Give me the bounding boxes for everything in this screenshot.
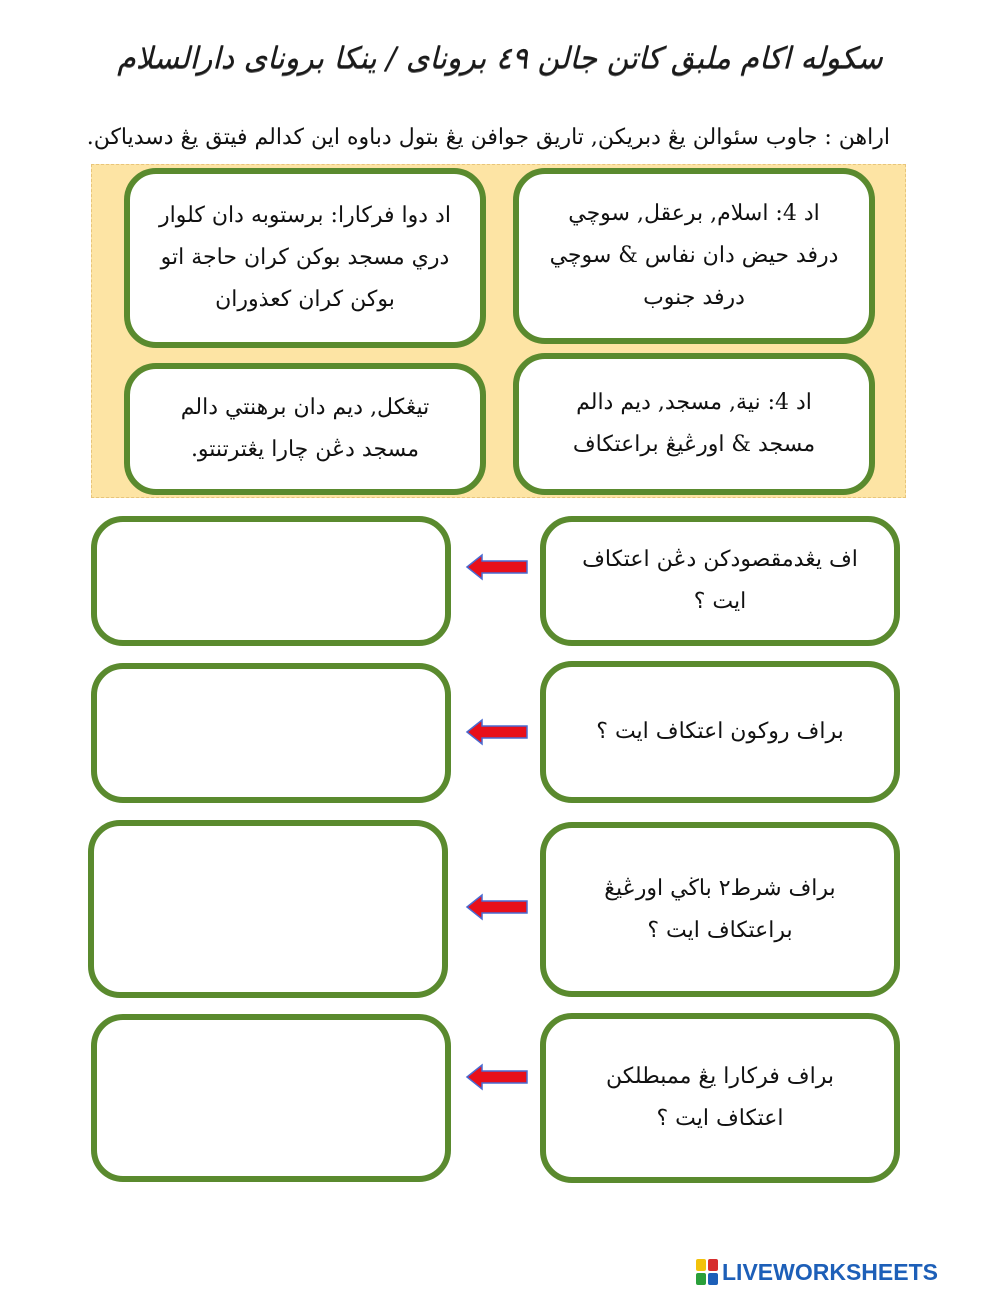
option-card[interactable] [124,363,486,495]
question-card [540,661,900,803]
answer-drop-box[interactable] [91,516,451,646]
liveworksheets-logo[interactable] [696,1254,996,1290]
answer-drop-box[interactable] [91,1014,451,1182]
option-card[interactable] [513,353,875,495]
option-card[interactable] [513,168,875,344]
answer-drop-box[interactable] [91,663,451,803]
logo-text: LIVEWORKSHEETS [722,1258,938,1285]
question-text: براف روکون اعتکاف ايت ؟ [596,719,844,744]
option-card[interactable] [124,168,486,348]
answer-drop-box[interactable] [88,820,448,998]
question-card [540,822,900,997]
arrow-left-icon [466,554,528,580]
arrow-left-icon [466,894,528,920]
answer-options-panel [91,164,906,498]
logo-icon [696,1259,718,1285]
arrow-left-icon [466,1064,528,1090]
option-text: اد 4: اسلام, برعقل, سوچي درفد حيض دان نفاس & سوچي درفد جنوب [549,201,839,310]
page-title: سکوله اکام ملبق کاتن جالن ٤٩ برونای / ينکا برونای دارالسلام [117,40,883,76]
question-text: براف فرکارا يڠ ممبطلکن اعتکاف ايت ؟ [606,1064,834,1131]
option-text: اد دوا فرکارا: برستوبه دان کلوار دري مسجد بوکن کران حاجة اتو بوکن کران کعذوران [159,203,451,312]
option-text: تيڠکل, ديم دان برهنتي دالم مسجد دڠن چارا يڠترتنتو. [180,395,430,462]
question-text: براف شرط٢ باڬي اورڠيڠ براعتکاف ايت ؟ [604,875,836,943]
arrow-left-icon [466,719,528,745]
question-card [540,1013,900,1183]
question-text: اف يڠدمقصودکن دڠن اعتکاف ايت ؟ [582,547,858,614]
instruction-text: اراهن : جاوب سئوالن يڠ دبريکن, تاريق جوافن يڠ بتول دباوه اين کدالم فيتق يڠ دسدياکن. [86,125,890,150]
option-text: اد 4: نية, مسجد, ديم دالم مسجد & اورڠيڠ براعتکاف [572,390,816,457]
question-card [540,516,900,646]
